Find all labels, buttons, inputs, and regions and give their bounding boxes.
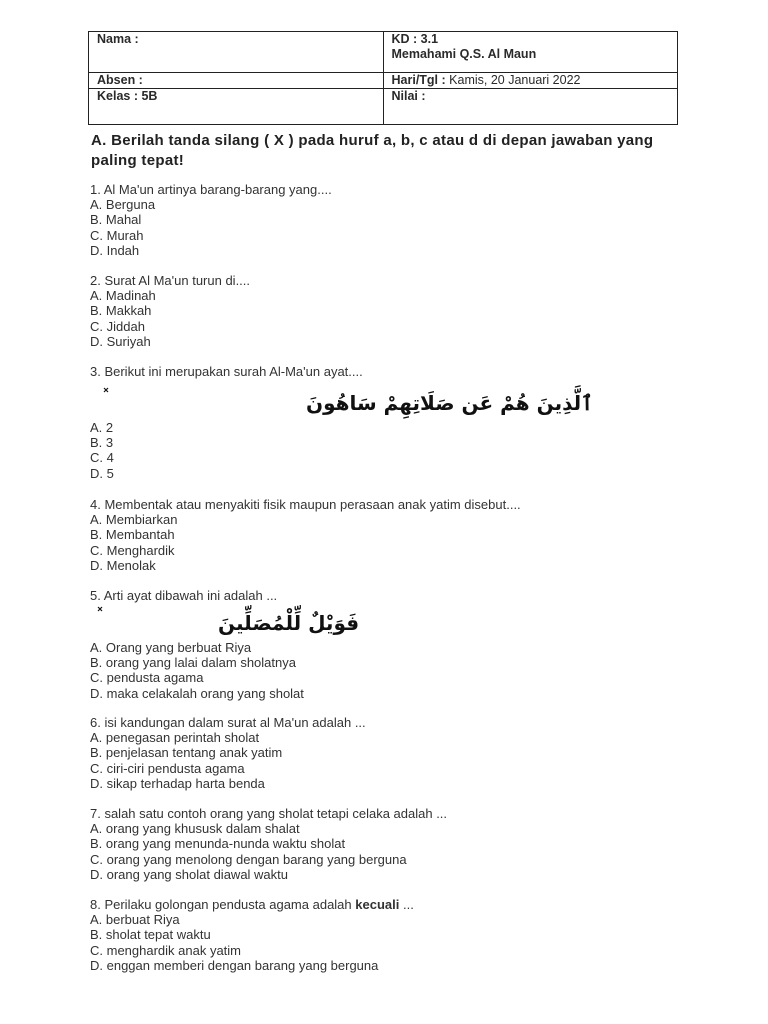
arabic-verse-q5 [96, 603, 360, 641]
question-1 [90, 182, 332, 258]
arabic-text-q5: فَوَيْلٌ لِّلْمُصَلِّينَ [218, 611, 360, 635]
question-8 [90, 897, 414, 973]
option-c[interactable]: C. menghardik anak yatim [90, 942, 242, 958]
option-b[interactable]: B. Makkah [90, 303, 152, 319]
option-a[interactable]: A. Berguna [90, 197, 156, 213]
option-a[interactable]: A. Membiarkan [90, 512, 178, 528]
question-emphasis: kecuali [355, 897, 400, 912]
question-text: 6. isi kandungan dalam surat al Ma'un adalah ... [90, 715, 366, 730]
option-d[interactable]: D. Suriyah [90, 333, 151, 349]
option-d[interactable]: D. 5 [90, 465, 114, 481]
absen-cell [89, 73, 384, 89]
arabic-calligraphy-image [96, 380, 593, 422]
option-d[interactable]: D. orang yang sholat diawal waktu [90, 866, 289, 882]
absen-label: Absen : [97, 73, 143, 87]
question-6 [90, 715, 366, 791]
question-text: 2. Surat Al Ma'un turun di.... [90, 273, 251, 288]
nama-cell [89, 32, 384, 73]
question-4 [90, 497, 521, 573]
option-b[interactable]: B. Mahal [90, 212, 142, 228]
option-c[interactable]: C. 4 [90, 450, 114, 466]
instruction-heading: A. Berilah tanda silang ( X ) pada huruf a, b, c atau d di depan jawaban yang paling tepat! [91, 132, 654, 169]
option-d[interactable]: D. enggan memberi dengan barang yang berguna [90, 957, 379, 973]
arabic-text-q3: ٱلَّذِينَ هُمْ عَن صَلَاتِهِمْ سَاهُونَ [306, 391, 593, 415]
kd-label: KD : 3.1 [391, 32, 439, 46]
question-text [90, 897, 414, 912]
question-3 [90, 364, 363, 379]
nilai-cell [383, 89, 678, 125]
arabic-verse-q3 [96, 380, 593, 422]
question-5-options [90, 640, 304, 701]
option-c[interactable]: C. Murah [90, 227, 144, 243]
option-a[interactable]: A. Madinah [90, 288, 156, 304]
kelas-label: Kelas : 5B [97, 89, 158, 103]
question-5 [90, 588, 277, 603]
nama-label: Nama : [97, 32, 139, 46]
option-c[interactable]: C. ciri-ciri pendusta agama [90, 760, 245, 776]
student-info-table [88, 31, 678, 125]
kelas-cell [89, 89, 384, 125]
option-b[interactable]: B. sholat tepat waktu [90, 927, 211, 943]
option-c[interactable]: C. Menghardik [90, 542, 175, 558]
nilai-label: Nilai : [391, 89, 426, 103]
kd-title: Memahami Q.S. Al Maun [391, 47, 537, 61]
question-text: 1. Al Ma'un artinya barang-barang yang.... [90, 182, 332, 197]
option-c[interactable]: C. pendusta agama [90, 670, 204, 686]
question-text: 3. Berikut ini merupakan surah Al-Ma'un ayat.... [90, 364, 363, 379]
option-b[interactable]: B. Membantah [90, 527, 175, 543]
haritgl-value: Kamis, 20 Januari 2022 [449, 73, 581, 87]
option-b[interactable]: B. orang yang lalai dalam sholatnya [90, 655, 296, 671]
haritgl-cell [383, 73, 678, 89]
arabic-calligraphy-image [96, 603, 360, 641]
option-a[interactable]: A. orang yang khususk dalam shalat [90, 821, 300, 837]
question-2 [90, 273, 250, 349]
option-c[interactable]: C. Jiddah [90, 318, 145, 334]
option-d[interactable]: D. Indah [90, 242, 140, 258]
question-text: 5. Arti ayat dibawah ini adalah ... [90, 588, 278, 603]
question-3-options [90, 420, 114, 481]
question-text: 7. salah satu contoh orang yang sholat tetapi celaka adalah ... [90, 806, 448, 821]
option-b[interactable]: B. penjelasan tentang anak yatim [90, 745, 283, 761]
option-b[interactable]: B. orang yang menunda-nunda waktu sholat [90, 836, 346, 852]
option-d[interactable]: D. Menolak [90, 557, 156, 573]
option-a[interactable]: A. Orang yang berbuat Riya [90, 640, 252, 655]
option-b[interactable]: B. 3 [90, 435, 114, 451]
question-text-after: ... [399, 897, 414, 912]
question-text: 4. Membentak atau menyakiti fisik maupun perasaan anak yatim disebut.... [90, 497, 521, 512]
question-7 [90, 806, 447, 882]
option-a[interactable]: A. penegasan perintah sholat [90, 730, 260, 746]
option-d[interactable]: D. maka celakalah orang yang sholat [90, 685, 304, 701]
question-text-before: 8. Perilaku golongan pendusta agama adalah [90, 897, 356, 912]
option-d[interactable]: D. sikap terhadap harta benda [90, 775, 265, 791]
kd-cell [383, 32, 678, 73]
option-a[interactable]: A. 2 [90, 420, 114, 435]
option-a[interactable]: A. berbuat Riya [90, 912, 180, 928]
haritgl-label: Hari/Tgl : [391, 73, 446, 87]
option-c[interactable]: C. orang yang menolong dengan barang yang berguna [90, 851, 407, 867]
